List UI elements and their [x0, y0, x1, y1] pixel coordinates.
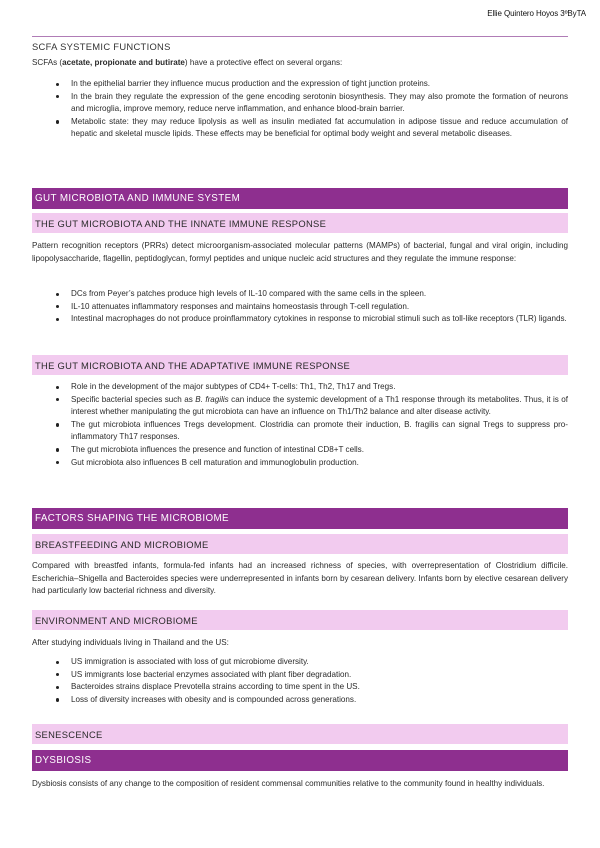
- list-item: Specific bacterial species such as B. fragilis can induce the systemic development of a Th1 response through its metabolites. Thus, it is of interest whether manipulating the gut microbiota can have an influence on Th1/Th2 balance and alter disease activity.: [71, 394, 568, 419]
- immune-heading: GUT MICROBIOTA AND IMMUNE SYSTEM: [32, 188, 568, 209]
- scfa-intro: SCFAs (acetate, propionate and butirate) have a protective effect on several organs:: [32, 58, 343, 67]
- environment-intro: After studying individuals living in Thailand and the US:: [32, 638, 229, 647]
- senescence-heading: SENESCENCE: [32, 724, 568, 744]
- list-item: Metabolic state: they may reduce lipolysis as well as insulin mediated fat accumulation in adipose tissue and reduce accumulation of hepatic and skeletal muscle lipids. These effects may be beneficial for optimal body weight and several metabolic diseases.: [71, 116, 568, 141]
- environment-list: [32, 656, 568, 706]
- factors-heading: FACTORS SHAPING THE MICROBIOME: [32, 508, 568, 529]
- list-item: Role in the development of the major subtypes of CD4+ T-cells: Th1, Th2, Th17 and Tregs.: [71, 381, 568, 394]
- list-item: In the epithelial barrier they influence mucus production and the expression of tight junction proteins.: [71, 78, 568, 91]
- adaptive-heading: THE GUT MICROBIOTA AND THE ADAPTATIVE IMMUNE RESPONSE: [32, 355, 568, 375]
- list-item: IL-10 attenuates inflammatory responses and maintains homeostasis through T-cell regulation.: [71, 301, 568, 314]
- list-item: US immigration is associated with loss of gut microbiome diversity.: [71, 656, 568, 669]
- list-item: The gut microbiota influences the presence and function of intestinal CD8+T cells.: [71, 444, 568, 457]
- scfa-list: [32, 78, 568, 141]
- list-item: In the brain they regulate the expression of the gene encoding serotonin biosynthesis. They may also promote the formation of neurons and microglia, improve memory, reduce nerve inflammation, and enhance blood-brain barrier.: [71, 91, 568, 116]
- list-item: Bacteroides strains displace Prevotella strains according to time spent in the US.: [71, 681, 568, 694]
- dysbiosis-text: Dysbiosis consists of any change to the composition of resident commensal communities relative to the community found in healthy individuals.: [32, 779, 545, 788]
- list-item: Gut microbiota also influences B cell maturation and immunoglobulin production.: [71, 457, 568, 470]
- innate-intro: Pattern recognition receptors (PRRs) detect microorganism-associated molecular patterns (MAMPs) of bacterial, fungal and viral origin, including lipopolysaccharide, flagellin, peptidoglycan, formyl peptides and unique nucleic acid structures and they regulate the immune response:: [32, 241, 568, 263]
- adaptive-list: [32, 381, 568, 469]
- dysbiosis-heading: DYSBIOSIS: [32, 750, 568, 771]
- list-item: DCs from Peyer’s patches produce high levels of IL-10 compared with the same cells in the spleen.: [71, 288, 568, 301]
- header-rule: [32, 36, 568, 37]
- list-item: US immigrants lose bacterial enzymes associated with plant fiber degradation.: [71, 669, 568, 682]
- list-item: Loss of diversity increases with obesity and is compounded across generations.: [71, 694, 568, 707]
- author-header: Ellie Quintero Hoyos 3ºByTA: [487, 9, 586, 18]
- environment-heading: ENVIRONMENT AND MICROBIOME: [32, 610, 568, 630]
- list-item: The gut microbiota influences Tregs development. Clostridia can promote their induction, B. fragilis can signal Tregs to suppress pro-inflammatory Th17 responses.: [71, 419, 568, 444]
- list-item: Intestinal macrophages do not produce proinflammatory cytokines in response to microbial stimuli such as toll-like receptors (TLR) ligands.: [71, 313, 568, 326]
- scfa-heading: SCFA SYSTEMIC FUNCTIONS: [32, 41, 171, 52]
- breastfeeding-text: Compared with breastfed infants, formula-fed infants had an increased richness of species, with overrepresentation of Clostridium difficile. Escherichia–Shigella and Bacteroides species were underrepresented in infants born by cesarean delivery. Infants born by elective cesarean delivery had particularly low bacterial richness and diversity.: [32, 561, 568, 596]
- innate-heading: THE GUT MICROBIOTA AND THE INNATE IMMUNE RESPONSE: [32, 213, 568, 233]
- breastfeeding-heading: BREASTFEEDING AND MICROBIOME: [32, 534, 568, 554]
- innate-list: [32, 288, 568, 326]
